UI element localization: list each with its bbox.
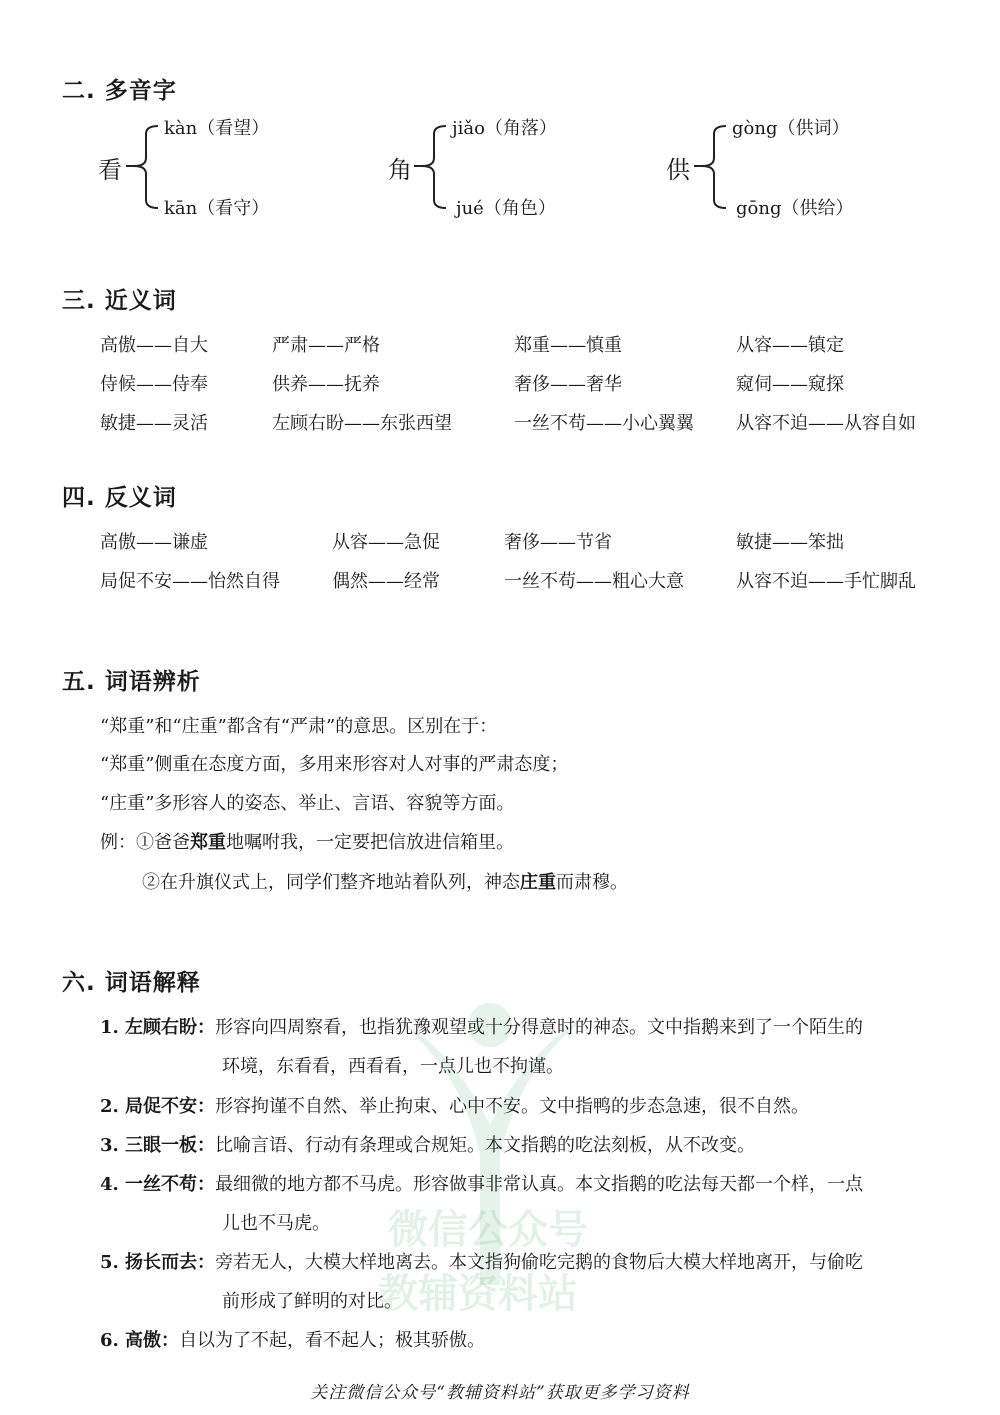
example-text: 而肃穆。 [556,872,628,893]
explanation-term: 5. 扬长而去： [100,1252,216,1273]
example-sentence [142,868,628,894]
example-text: 例：①爸爸 [100,832,190,853]
explanation-term: 2. 局促不安： [100,1096,216,1117]
polyphone-char: 角 [388,156,412,184]
list-item [100,1248,863,1274]
explanation-term: 1. 左顾右盼： [100,1017,216,1038]
explanation-text: 最细微的地方都不马虎。形容做事非常认真。本文指鹅的吃法每天都一个样，一点 [215,1174,864,1195]
analysis-line: “庄重”多形容人的姿态、举止、言语、容貌等方面。 [100,793,515,814]
explanation-term: 4. 一丝不苟： [100,1174,216,1195]
synonym-pair: 严肃——严格 [272,335,380,356]
list-item [100,1131,755,1157]
synonym-pair: 一丝不苟——小心翼翼 [514,413,694,434]
brace-icon [124,118,160,216]
list-item [100,1170,863,1196]
analysis-line: “郑重”和“庄重”都含有“严肃”的意思。区别在于： [100,716,498,737]
polyphone-reading: gòng（供词） [732,118,850,139]
polyphone-reading: jué（角色） [456,198,556,219]
synonym-pair: 从容不迫——从容自如 [736,413,916,434]
antonym-pair: 一丝不苟——粗心大意 [504,571,684,592]
section-title-antonyms: 四. 反义词 [62,485,177,511]
example-text: 地嘱咐我，一定要把信放进信箱里。 [226,832,514,853]
polyphone-reading: kàn（看望） [164,118,270,139]
antonym-pair: 高傲——谦虚 [100,532,208,553]
polyphone-reading: kān（看守） [164,198,270,219]
section-title-word-explanations: 六. 词语解释 [62,970,201,996]
brace-icon [412,118,448,216]
explanation-text: 旁若无人，大模大样地离去。本文指狗偷吃完鹅的食物后大模大样地离开，与偷吃 [215,1252,864,1273]
list-item [100,1092,809,1118]
explanation-continuation: 前形成了鲜明的对比。 [222,1291,402,1312]
synonym-pair: 奢侈——奢华 [514,374,622,395]
antonym-pair: 局促不安——怡然自得 [100,571,280,592]
explanation-text: 自以为了不起，看不起人；极其骄傲。 [179,1330,486,1351]
polyphone-char: 供 [666,156,690,184]
polyphone-reading: gōng（供给） [736,198,854,219]
section-title-polyphones: 二. 多音字 [62,78,177,104]
explanation-text: 形容拘谨不自然、举止拘束、心中不安。文中指鸭的步态急速，很不自然。 [215,1096,810,1117]
polyphone-char: 看 [98,156,122,184]
section-title-word-analysis: 五. 词语辨析 [62,669,201,695]
antonym-pair: 奢侈——节省 [504,532,612,553]
example-keyword: 庄重 [520,872,556,893]
explanation-continuation: 儿也不马虎。 [222,1213,330,1234]
explanation-term: 6. 高傲： [100,1330,180,1351]
synonym-pair: 从容——镇定 [736,335,844,356]
explanation-continuation: 环境，东看看，西看看，一点儿也不拘谨。 [222,1056,564,1077]
synonym-pair: 敏捷——灵活 [100,413,208,434]
page-footer: 关注微信公众号“教辅资料站”获取更多学习资料 [310,1383,690,1403]
synonym-pair: 供养——抚养 [272,374,380,395]
brace-icon [692,118,728,216]
example-keyword: 郑重 [190,832,226,853]
explanation-text: 比喻言语、行动有条理或合规矩。本文指鹅的吃法刻板，从不改变。 [215,1135,756,1156]
synonym-pair: 左顾右盼——东张西望 [272,413,452,434]
synonym-pair: 侍候——侍奉 [100,374,208,395]
synonym-pair: 窥伺——窥探 [736,374,844,395]
antonym-pair: 敏捷——笨拙 [736,532,844,553]
watermark-text: 教辅资料站 [378,1271,578,1317]
list-item [100,1013,863,1039]
antonym-pair: 从容不迫——手忙脚乱 [736,571,916,592]
synonym-pair: 高傲——自大 [100,335,208,356]
section-title-synonyms: 三. 近义词 [62,288,177,314]
polyphone-reading: jiǎo（角落） [452,118,557,139]
explanation-text: 形容向四周察看，也指犹豫观望或十分得意时的神态。文中指鹅来到了一个陌生的 [215,1017,864,1038]
example-text: ②在升旗仪式上，同学们整齐地站着队列，神态 [142,872,520,893]
explanation-term: 3. 三眼一板： [100,1135,216,1156]
analysis-line: “郑重”侧重在态度方面，多用来形容对人对事的严肃态度； [100,754,569,775]
example-sentence [100,828,514,854]
watermark-text: 微信公众号 [388,1207,588,1253]
list-item [100,1326,485,1352]
synonym-pair: 郑重——慎重 [514,335,622,356]
antonym-pair: 从容——急促 [332,532,440,553]
antonym-pair: 偶然——经常 [332,571,440,592]
